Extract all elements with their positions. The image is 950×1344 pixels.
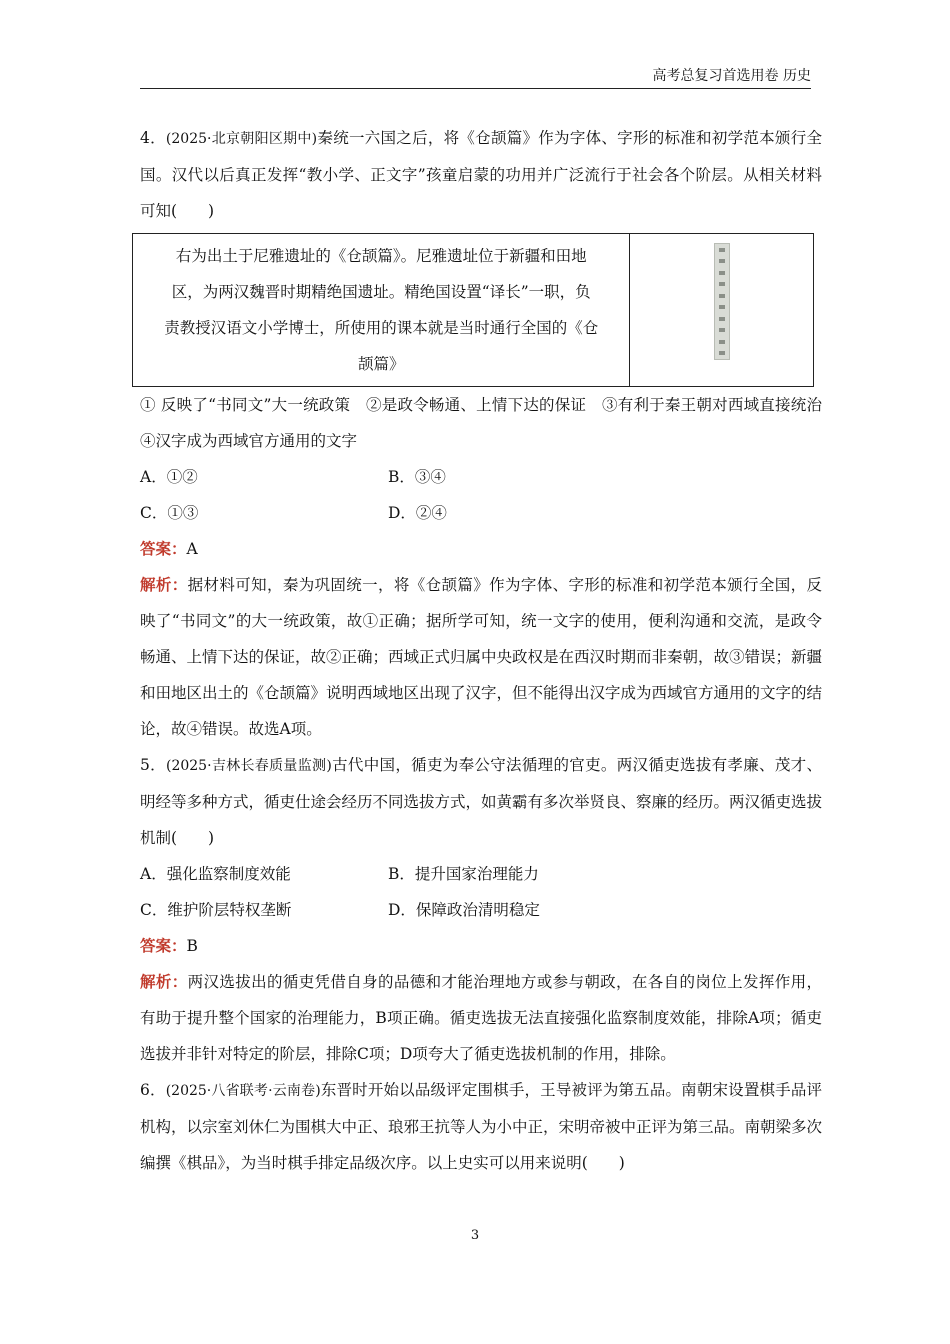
- q5-number: 5．: [140, 756, 166, 774]
- page-number: 3: [470, 1228, 480, 1243]
- q5-stem-text: 古代中国，循吏为奉公守法循理的官吏。两汉循吏选拔有孝廉、茂才、明经等多种方式，循吏仕途会经历不同选拔方式，如黄霸有多次举贤良、察廉的经历。两汉循吏选拔机制( ): [140, 756, 823, 847]
- q4-answer: [140, 531, 822, 567]
- q4-material-table: [132, 233, 814, 387]
- q4-answer-value: A: [186, 540, 198, 558]
- q5-analysis-text: 两汉选拔出的循吏凭借自身的品德和才能治理地方或参与朝政，在各自的岗位上发挥作用，有助于提升整个国家的治理能力，B项正确。循吏选拔无法直接强化监察制度效能，排除A项；循吏选拔并非针对特定的阶层，排除C项；D项夸大了循吏选拔机制的作用，排除。: [140, 973, 822, 1063]
- q5-answer-label: 答案：: [140, 936, 187, 955]
- q4-material-line: 区，为两汉魏晋时期精绝国遗址。精绝国设置“译长”一职，负: [171, 283, 591, 301]
- q4-option-a: A．①②: [140, 468, 198, 486]
- q6-source: (2025·八省联考·云南卷): [165, 1083, 321, 1099]
- q4-option-c: C．①③: [140, 504, 199, 522]
- q4-material-line: 责教授汉语文小学博士，所使用的课本就是当时通行全国的《仓: [164, 319, 599, 337]
- q5-options-row-2: [140, 892, 822, 928]
- q4-option-d: D．②④: [388, 504, 447, 522]
- q4-material-image-cell: [630, 234, 814, 387]
- q4-options-row-1: [140, 459, 822, 495]
- q4-option-b: B．③④: [388, 468, 446, 486]
- q4-analysis-text: 据材料可知，秦为巩固统一，将《仓颉篇》作为字体、字形的标准和初学范本颁行全国，反映了“书同文”的大一统政策，故①正确；据所学可知，统一文字的使用，便利沟通和交流，是政令畅通、上情下达的保证，故②正确；西域正式归属中央政权是在西汉时期而非秦朝，故③错误；新疆和田地区出土的《仓颉篇》说明西域地区出现了汉字，但不能得出汉字成为西域官方通用的文字的结论，故④错误。故选A项。: [140, 576, 823, 738]
- q4-source: (2025·北京朝阳区期中): [165, 131, 318, 147]
- q5-option-c: C．维护阶层特权垄断: [140, 901, 292, 919]
- q4-material-line: 颉篇》: [357, 355, 405, 373]
- q4-number: 4．: [140, 129, 166, 147]
- header-title: 高考总复习首选用卷 历史: [652, 68, 811, 84]
- q4-options-row-2: [140, 495, 822, 531]
- q4-stem: [140, 120, 822, 229]
- q5-option-d: D．保障政治清明稳定: [388, 901, 540, 919]
- q5-answer: [140, 928, 822, 964]
- q4-material-text: [133, 234, 630, 387]
- q5-option-b: B．提升国家治理能力: [388, 865, 539, 883]
- q6-stem: [140, 1072, 822, 1181]
- q5-analysis-label: 解析：: [140, 972, 188, 991]
- q6-number: 6．: [140, 1081, 166, 1099]
- q4-stem-text: 秦统一六国之后，将《仓颉篇》作为字体、字形的标准和初学范本颁行全国。汉代以后真正发挥“教小学、正文字”孩童启蒙的功用并广泛流行于社会各个阶层。从相关材料可知( ): [140, 129, 822, 220]
- q4-material-line: 右为出土于尼雅遗址的《仓颉篇》。尼雅遗址位于新疆和田地: [175, 247, 587, 265]
- q5-option-a: A．强化监察制度效能: [140, 865, 291, 883]
- q6-stem-text: 东晋时开始以品级评定围棋手，王导被评为第五品。南朝宋设置棋手品评机构，以宗室刘休仁为围棋大中正、琅邪王抗等人为小中正，宋明帝被中正评为第三品。南朝梁多次编撰《棋品》，为当时棋手排定品级次序。以上史实可以用来说明( ): [140, 1081, 823, 1172]
- q5-answer-value: B: [186, 937, 198, 955]
- q5-stem: [140, 747, 822, 856]
- q4-statements: ① 反映了“书同文”大一统政策 ②是政令畅通、上情下达的保证 ③有利于秦王朝对西域直接统治 ④汉字成为西域官方通用的文字: [140, 396, 838, 450]
- q4-analysis: [140, 567, 822, 747]
- q5-analysis: [140, 964, 822, 1072]
- page-header: [140, 66, 811, 89]
- q5-source: (2025·吉林长春质量监测): [166, 758, 332, 774]
- q5-options-row-1: [140, 856, 822, 892]
- bamboo-slip-image: [714, 243, 730, 360]
- q4-analysis-label: 解析：: [140, 575, 188, 594]
- page-content: [140, 120, 838, 1181]
- q4-answer-label: 答案：: [140, 539, 187, 558]
